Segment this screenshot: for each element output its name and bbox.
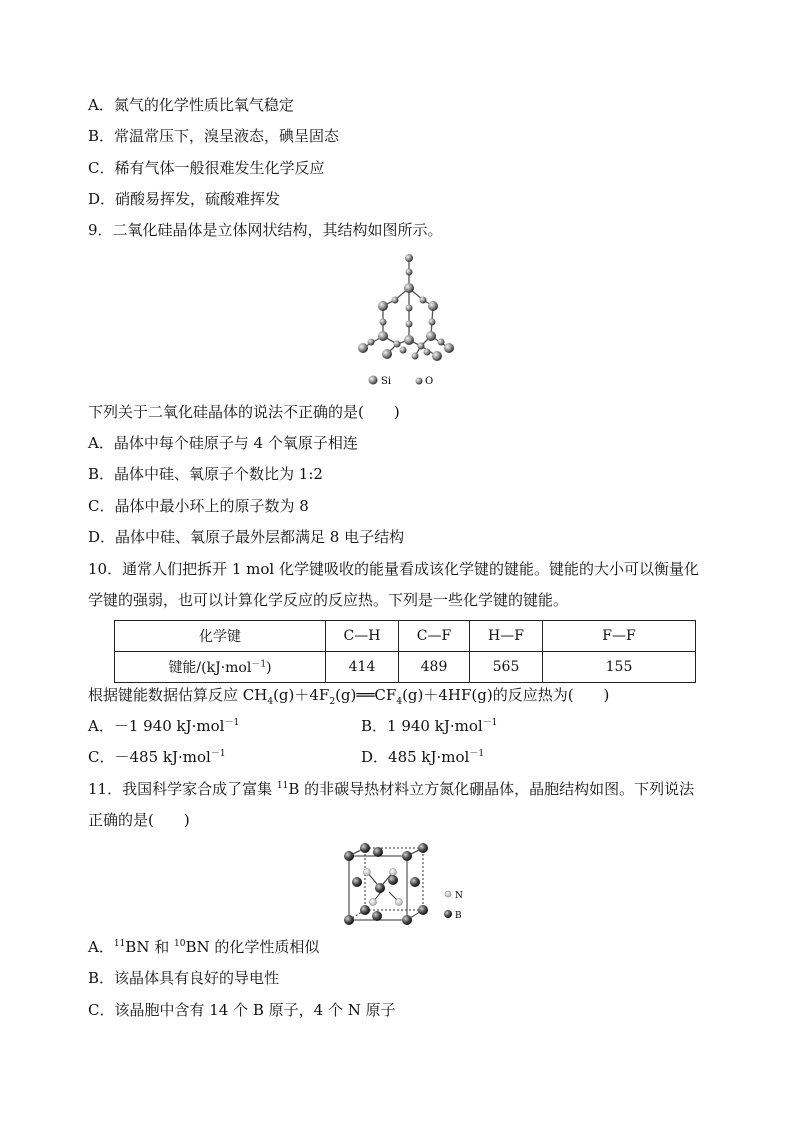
q10-option-b [361, 716, 497, 736]
reaction-subscript: 4 [267, 697, 274, 707]
isotope-superscript: 10 [173, 939, 186, 949]
table-header-cell: C—H [326, 621, 399, 652]
reaction-text: (g)＋4F [273, 686, 330, 704]
legend-b-label: B [455, 911, 462, 921]
q9-option-c: C．晶体中最小环上的原子数为 8 [88, 497, 309, 515]
table-cell: 565 [470, 652, 543, 683]
q10-reaction [88, 685, 609, 705]
table-header-cell: F—F [543, 621, 696, 652]
q10-option-c [88, 747, 226, 767]
q10-option-d [361, 747, 484, 767]
option-text: D．485 kJ·mol [361, 748, 470, 766]
q11-stem-line1 [88, 779, 694, 799]
option-text: A． [88, 938, 114, 956]
bond-energy-table [114, 620, 696, 683]
reaction-text: (g)＋4HF(g)的反应热为( ) [402, 686, 610, 704]
q11-stem-line2: 正确的是( ) [88, 811, 190, 829]
isotope-superscript: 11 [276, 781, 289, 791]
reaction-text: 根据键能数据估算反应 CH [88, 686, 268, 704]
option-text: C．－485 kJ·mol [88, 748, 211, 766]
q10-option-a [88, 716, 239, 736]
table-row [115, 621, 696, 652]
q8-option-d: D．硝酸易挥发，硫酸难挥发 [88, 190, 281, 208]
q9-prompt: 下列关于二氧化硅晶体的说法不正确的是( ) [88, 403, 400, 421]
q8-option-b: B．常温常压下，溴呈液态，碘呈固态 [88, 127, 340, 145]
table-header-cell: 化学键 [115, 621, 326, 652]
isotope-superscript: 11 [113, 939, 126, 949]
table-header-cell: C—F [399, 621, 470, 652]
q10-stem-line2: 学键的强弱，也可以计算化学反应的反应热。下列是一些化学键的键能。 [88, 591, 569, 609]
table-cell [115, 652, 326, 683]
q9-option-d: D．晶体中硅、氧原子最外层都满足 8 电子结构 [88, 528, 405, 546]
option-text: B．1 940 kJ·mol [361, 717, 483, 735]
q8-option-c: C．稀有气体一般很难发生化学反应 [88, 159, 325, 177]
option-text: BN 和 [125, 938, 174, 956]
option-text: BN 的化学性质相似 [185, 938, 320, 956]
table-cell: 414 [326, 652, 399, 683]
legend-o-label: O [425, 376, 434, 387]
q11-option-c: C．该晶胞中含有 14 个 B 原子，4 个 N 原子 [88, 1001, 396, 1019]
sio2-structure-figure [345, 250, 465, 392]
q9-option-a: A．晶体中每个硅原子与 4 个氧原子相连 [88, 434, 358, 452]
table-header-cell: H—F [470, 621, 543, 652]
bn-unit-cell-figure [335, 842, 475, 928]
table-cell: 155 [543, 652, 696, 683]
legend-si-label: Si [381, 376, 392, 387]
legend-n-label: N [455, 891, 463, 901]
reaction-subscript: 4 [396, 697, 403, 707]
row-label-close: ) [266, 660, 272, 676]
option-exponent: －1 [224, 718, 240, 728]
reaction-subscript: 2 [329, 697, 336, 707]
option-exponent: －1 [482, 718, 498, 728]
option-text: A．－1 940 kJ·mol [88, 717, 225, 735]
q11-option-b: B．该晶体具有良好的导电性 [88, 969, 280, 987]
option-exponent: －1 [210, 749, 226, 759]
q9-stem: 9．二氧化硅晶体是立体网状结构，其结构如图所示。 [88, 221, 443, 239]
table-cell: 489 [399, 652, 470, 683]
row-label-exponent: －1 [251, 659, 267, 670]
q11-option-a [88, 937, 319, 957]
q8-option-a: A．氮气的化学性质比氧气稳定 [88, 96, 294, 114]
q9-option-b: B．晶体中硅、氧原子个数比为 1:2 [88, 465, 323, 483]
stem-text: B 的非碳导热材料立方氮化硼晶体，晶胞结构如图。下列说法 [288, 780, 695, 798]
stem-text: 11．我国科学家合成了富集 [88, 780, 277, 798]
reaction-text: (g)══CF [335, 686, 397, 704]
option-exponent: －1 [469, 749, 485, 759]
table-row [115, 652, 696, 683]
row-label: 键能/(kJ·mol [168, 660, 252, 676]
q10-stem-line1: 10．通常人们把拆开 1 mol 化学键吸收的能量看成该化学键的键能。键能的大小可以衡量化 [88, 560, 699, 578]
